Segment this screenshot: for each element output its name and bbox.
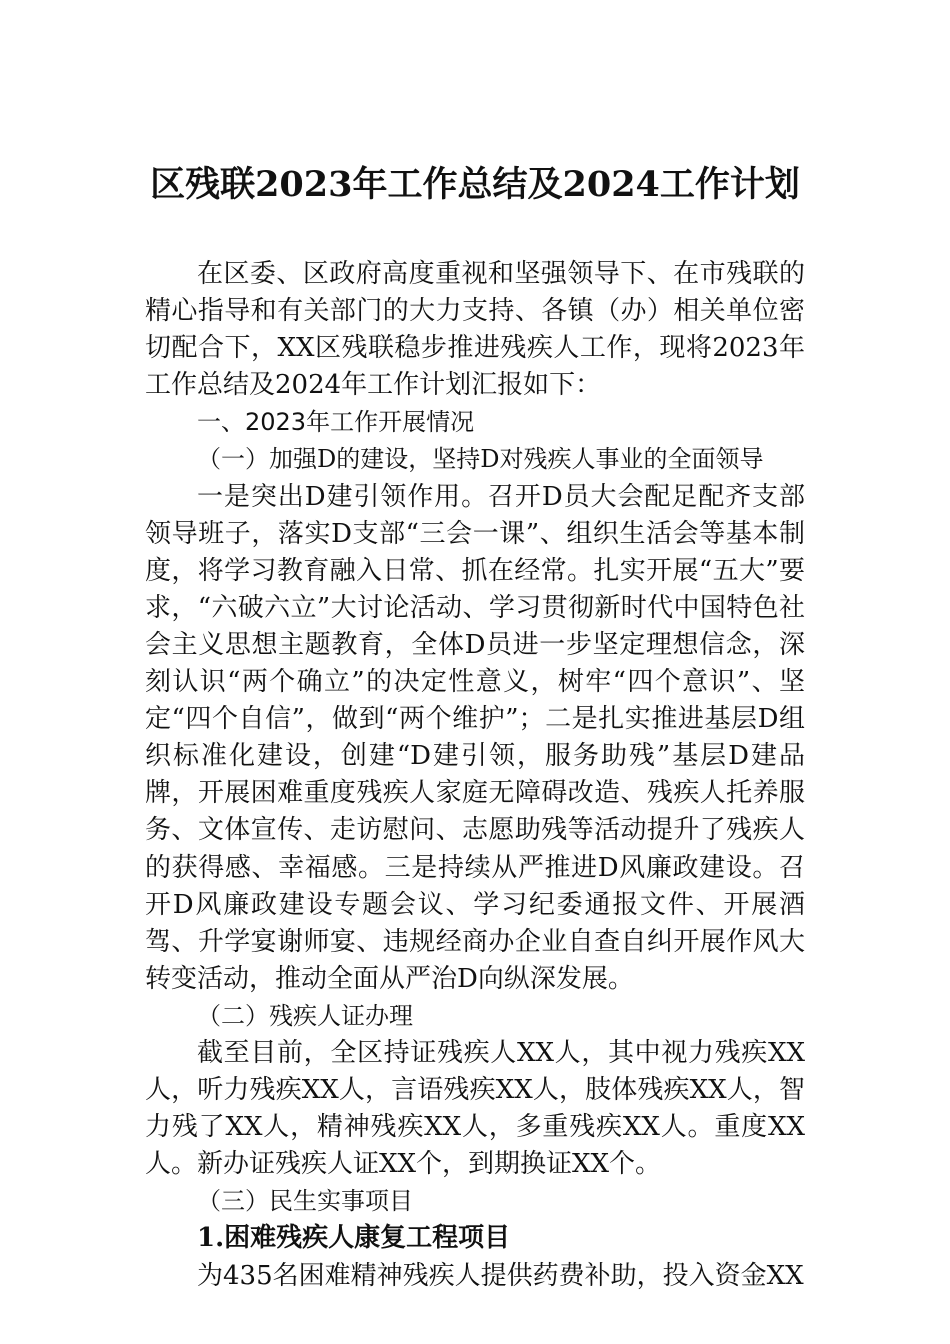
subsection-heading-2: （二）残疾人证办理	[197, 1001, 413, 1030]
section-heading-1: 一、2023年工作开展情况	[197, 408, 475, 437]
intro-paragraph: 在区委、区政府高度重视和坚强领导下、在市残联的精心指导和有关部门的大力支持、各镇（办）相关单位密切配合下，XX区残联稳步推进残疾人工作，现将2023年工作总结及2024年工作计划汇报如下：	[145, 259, 805, 401]
document-title: 区残联2023年工作总结及2024工作计划	[150, 164, 800, 205]
subsection-body-2: 截至目前，全区持证残疾人XX人，其中视力残疾XX人，听力残疾XX人，言语残疾XX人，肢体残疾XX人，智力残了XX人，精神残疾XX人，多重残疾XX人。重度XX人。新办证残疾人证XX个，到期换证XX个。	[145, 1037, 805, 1180]
subsection-heading-1: （一）加强D的建设，坚持D对残疾人事业的全面领导	[197, 445, 764, 474]
subsection-body-1: 一是突出D建引领作用。召开D员大会配足配齐支部领导班子，落实D支部“三会一课”、组织生活会等基本制度，将学习教育融入日常、抓在经常。扎实开展“五大”要求，“六破六立”大讨论活动、学习贯彻新时代中国特色社会主义思想主题教育，全体D员进一步坚定理想信念，深刻认识“两个确立”的决定性意义，树牢“四个意识”、坚定“四个自信”，做到“两个维护”；二是扎实推进基层D组织标准化建设，创建“D建引领，服务助残”基层D建品牌，开展困难重度残疾人家庭无障碍改造、残疾人托养服务、文体宣传、走访慰问、志愿助残等活动提升了残疾人的获得感、幸福感。三是持续从严推进D风廉政建设。召开D风廉政建设专题会议、学习纪委通报文件、开展酒驾、升学宴谢师宴、违规经商办企业自查自纠开展作风大转变活动，推动全面从严治D向纵深发展。	[145, 481, 805, 994]
document-body	[145, 256, 805, 1295]
subsection-heading-3: （三）民生实事项目	[197, 1187, 413, 1216]
item-heading-1: 1.困难残疾人康复工程项目	[197, 1223, 511, 1254]
item-body-1: 为435名困难精神残疾人提供药费补助，投入资金XX	[197, 1260, 804, 1291]
